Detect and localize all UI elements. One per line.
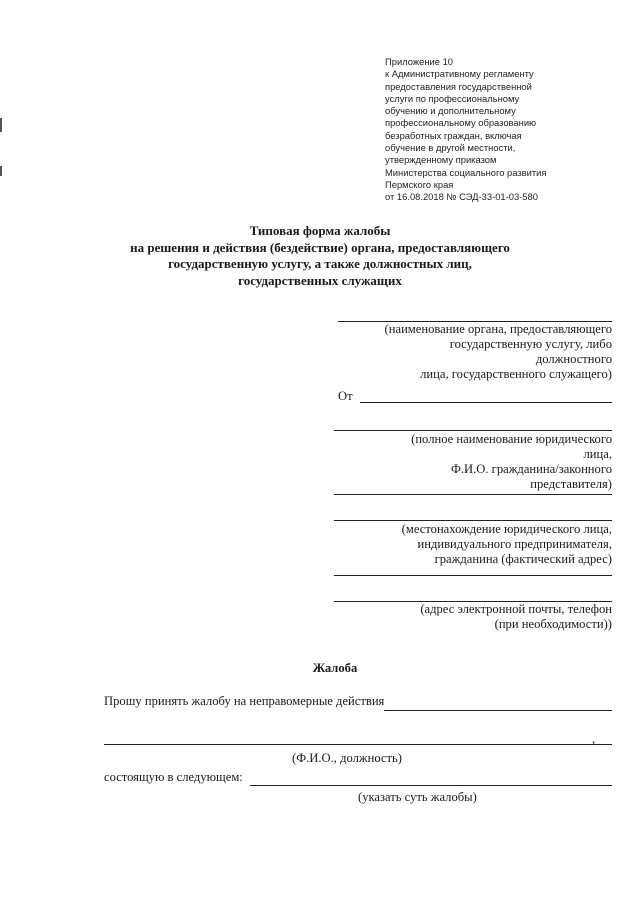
person-fill-line[interactable] — [104, 744, 612, 745]
caption-line: Ф.И.О. гражданина/законного — [450, 462, 612, 476]
caption-line: индивидуального предпринимателя, — [417, 537, 612, 551]
caption-line: лица, государственного служащего) — [420, 367, 612, 381]
title-line: государственную услугу, а также должностных лиц, — [168, 256, 472, 271]
appendix-line: профессиональному образованию — [385, 117, 537, 129]
title-line: Типовая форма жалобы — [249, 223, 391, 238]
appendix-line: утвержденному приказом — [385, 154, 497, 166]
document-title — [80, 223, 560, 289]
title-line: на решения и действия (бездействие) органа, предоставляющего — [130, 239, 510, 255]
appendix-line: Пермского края — [385, 178, 454, 190]
from-fill-line[interactable] — [360, 402, 612, 403]
contact-caption — [420, 602, 612, 632]
appendix-line: услуги по профессиональному — [385, 92, 520, 104]
scan-margin-mark — [0, 166, 2, 176]
caption-line: (адрес электронной почты, телефон — [420, 602, 612, 616]
caption-line: гражданина (фактический адрес) — [434, 552, 612, 566]
complaint-heading: Жалоба — [312, 661, 358, 675]
consisting-text: состоящую в следующем: — [104, 770, 243, 784]
appendix-line: предоставления государственной — [385, 80, 532, 92]
person-comma: , — [592, 732, 596, 746]
caption-line: лица, — [583, 447, 612, 461]
caption-line: государственную услугу, либо — [449, 337, 612, 351]
appendix-note — [385, 56, 605, 204]
caption-line: должностного — [535, 352, 612, 366]
recipient-caption — [385, 322, 612, 382]
essence-caption: (указать суть жалобы) — [358, 790, 477, 804]
caption-line: (при необходимости)) — [494, 617, 612, 631]
appendix-line: к Административному регламенту — [385, 68, 534, 80]
scan-margin-mark — [0, 118, 2, 132]
from-fill-line-3[interactable] — [334, 494, 612, 495]
title-line: государственных служащих — [238, 272, 402, 288]
request-fill-line[interactable] — [384, 710, 612, 711]
appendix-line: Приложение 10 — [385, 56, 454, 67]
caption-line: (наименование органа, предоставляющего — [384, 322, 612, 336]
appendix-line: обучение в другой местности, — [385, 142, 516, 154]
caption-line: (местонахождение юридического лица, — [401, 522, 612, 536]
location-fill-line[interactable] — [334, 520, 612, 521]
caption-line: представителя) — [530, 477, 612, 491]
from-fill-line-2[interactable] — [334, 430, 612, 431]
from-label: От — [338, 389, 353, 403]
caption-line: (полное наименование юридического — [411, 432, 612, 446]
appendix-line: от 16.08.2018 № СЭД-33-01-03-580 — [385, 191, 538, 203]
person-caption: (Ф.И.О., должность) — [292, 751, 402, 765]
from-caption — [411, 432, 612, 492]
appendix-line: Министерства социального развития — [385, 166, 547, 178]
location-caption — [402, 522, 612, 567]
appendix-line: безработных граждан, включая — [385, 129, 522, 141]
location-fill-line-2[interactable] — [334, 575, 612, 576]
appendix-line: обучению и дополнительному — [385, 105, 516, 117]
request-text: Прошу принять жалобу на неправомерные действия — [104, 694, 385, 708]
essence-fill-line[interactable] — [250, 785, 612, 786]
